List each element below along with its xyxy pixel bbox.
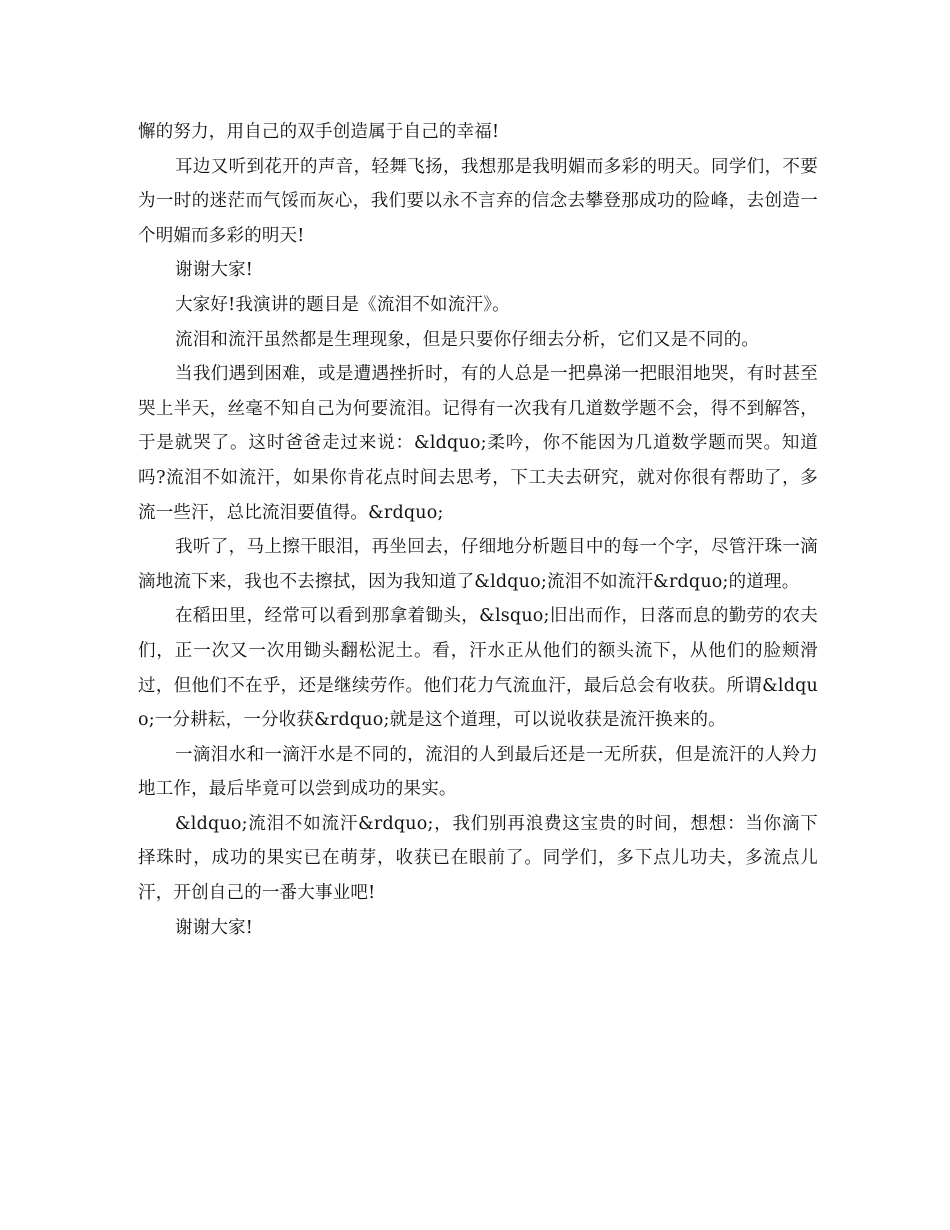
paragraph: 在稻田里，经常可以看到那拿着锄头，&lsquo;旧出而作，日落而息的勤劳的农夫们，正一次又一次用锄头翻松泥土。看，汗水正从他们的额头流下，从他们的脸颊滑过，但他们不在乎，还是继续劳作。他们花力气流血汗，最后总会有收获。所谓&ldquo;一分耕耘，一分收获&rdquo;就是这个道理，可以说收获是流汗换来的。 xyxy=(138,606,818,731)
paragraph: 我听了，马上擦干眼泪，再坐回去，仔细地分析题目中的每一个字，尽管汗珠一滴滴地流下来，我也不去擦拭，因为我知道了&ldquo;流泪不如流汗&rdquo;的道理。 xyxy=(138,537,818,592)
paragraph: 耳边又听到花开的声音，轻舞飞扬，我想那是我明媚而多彩的明天。同学们，不要为一时的迷茫而气馁而灰心，我们要以永不言弃的信念去攀登那成功的险峰，去创造一个明媚而多彩的明天! xyxy=(138,156,818,246)
paragraph: 当我们遇到困难，或是遭遇挫折时，有的人总是一把鼻涕一把眼泪地哭，有时甚至哭上半天，丝毫不知自己为何要流泪。记得有一次我有几道数学题不会，得不到解答，于是就哭了。这时爸爸走过来说：&ldquo;柔吟，你不能因为几道数学题而哭。知道吗?流泪不如流汗，如果你肯花点时间去思考，下工夫去研究，就对你很有帮助了，多流一些汗，总比流泪要值得。&rdquo; xyxy=(138,364,818,523)
paragraph: 一滴泪水和一滴汗水是不同的，流泪的人到最后还是一无所获，但是流汗的人羚力地工作，最后毕竟可以尝到成功的果实。 xyxy=(138,744,818,800)
paragraph-speech-intro: 大家好!我演讲的题目是《流泪不如流汗》。 xyxy=(175,294,510,315)
document-body xyxy=(138,115,818,945)
paragraph: &ldquo;流泪不如流汗&rdquo;，我们别再浪费这宝贵的时间，想想：当你滴下择珠时，成功的果实已在萌芽，收获已在眼前了。同学们，多下点儿功夫，多流点儿汗，开创自己的一番大事业吧! xyxy=(138,813,818,904)
paragraph-thanks: 谢谢大家! xyxy=(175,260,254,281)
paragraph-continuation: 懈的努力，用自己的双手创造属于自己的幸福! xyxy=(138,122,500,142)
paragraph-thanks: 谢谢大家! xyxy=(175,917,254,938)
paragraph: 流泪和流汗虽然都是生理现象，但是只要你仔细去分析，它们又是不同的。 xyxy=(175,329,760,350)
